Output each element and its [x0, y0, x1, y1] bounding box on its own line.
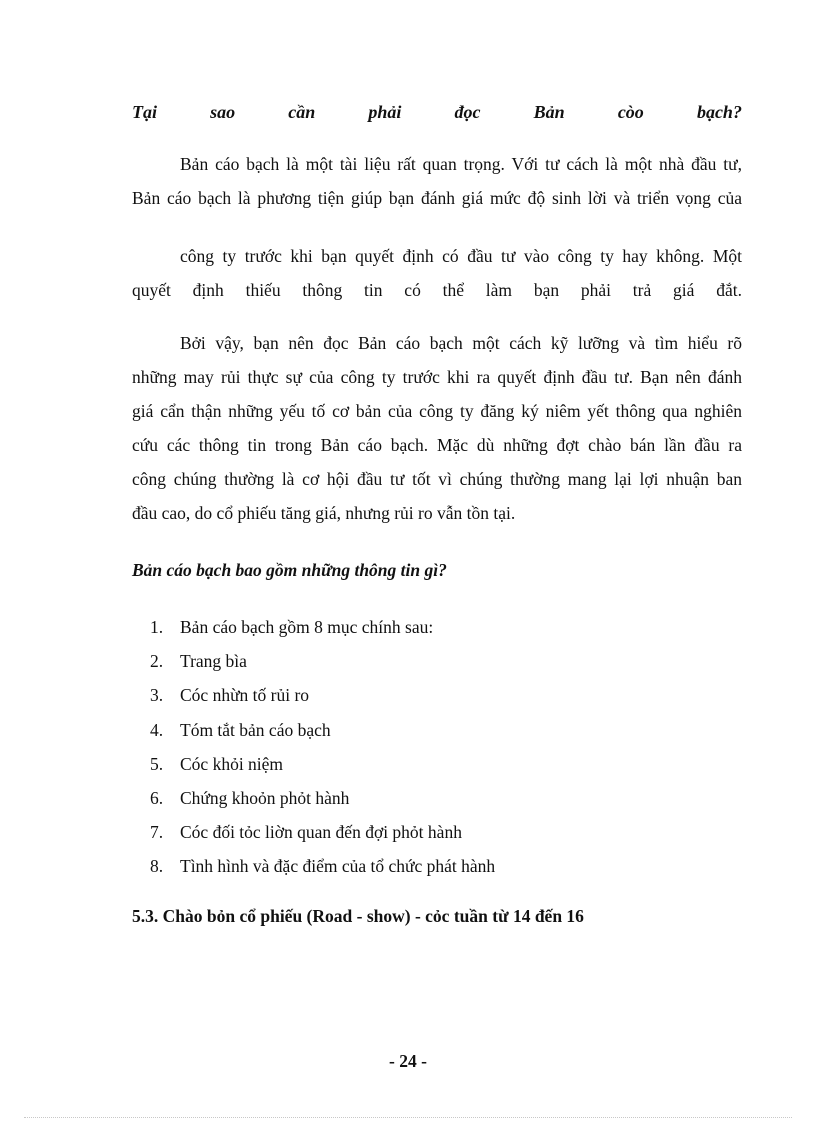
list-item-number: 4.	[150, 719, 164, 740]
section-heading-why-read	[132, 99, 742, 125]
list-item-text: Chứng khoỏn phỏt hành	[180, 787, 350, 808]
paragraph-line: Bản cáo bạch là một tài liệu rất quan trọng. Với tư cách là một nhà đầu tư,	[180, 154, 742, 174]
list-item-text: Cóc đối tỏc liờn quan đến đợi phỏt hành	[180, 822, 462, 843]
list-item	[132, 678, 495, 712]
list-item	[132, 815, 495, 849]
heading-word: Tại	[132, 102, 157, 122]
paragraph-line: Bản cáo bạch là phương tiện giúp bạn đánh giá mức độ sinh lời và triển vọng của	[132, 188, 742, 208]
paragraph-line: công ty trước khi bạn quyết định có đầu tư vào công ty hay không. Một	[180, 246, 742, 266]
paragraph-line: những may rủi thực sự của công ty trước khi ra quyết định đầu tư. Bạn nên đánh	[132, 367, 742, 387]
list-item	[132, 849, 495, 883]
list-item-text: Trang bìa	[180, 651, 247, 672]
paragraph-line: cứu các thông tin trong Bản cáo bạch. Mặc dù những đợt chào bán lần đầu ra	[132, 435, 742, 455]
contents-list	[132, 610, 495, 884]
paragraph-line: Bởi vậy, bạn nên đọc Bản cáo bạch một cách kỹ lưỡng và tìm hiểu rõ	[180, 333, 742, 353]
list-item-number: 2.	[150, 651, 164, 672]
list-item	[132, 644, 495, 678]
section-title-roadshow: 5.3. Chào bỏn cổ phiếu (Road - show) - cỏc tuần từ 14 đến 16	[132, 906, 584, 926]
list-item-number: 8.	[150, 856, 164, 877]
list-item	[132, 610, 495, 644]
list-item-text: Tóm tắt bản cáo bạch	[180, 719, 331, 740]
list-item	[132, 713, 495, 747]
paragraph-line: quyết định thiếu thông tin có thể làm bạn phải trả giá đắt.	[132, 280, 742, 300]
heading-word: còo	[617, 102, 644, 122]
heading-word: cần	[288, 102, 316, 122]
list-item-number: 7.	[150, 822, 164, 843]
heading-word: đọc	[454, 102, 481, 122]
subheading-contents: Bản cáo bạch bao gồm những thông tin gì?	[132, 560, 447, 580]
paragraph-line: công chúng thường là cơ hội đầu tư tốt vì chúng thường mang lại lợi nhuận ban	[132, 469, 742, 489]
heading-word: phải	[368, 102, 402, 122]
list-item-text: Cóc nhừn tố rủi ro	[180, 685, 310, 706]
paragraph-intro	[132, 147, 742, 215]
footer-divider	[24, 1117, 792, 1118]
page-number: - 24 -	[389, 1051, 427, 1071]
list-item-text: Tình hình và đặc điểm của tổ chức phát hành	[180, 856, 496, 877]
list-item	[132, 781, 495, 815]
heading-word: sao	[210, 102, 236, 122]
list-item-number: 1.	[150, 617, 164, 637]
paragraph-line: giá cẩn thận những yếu tố cơ bản của công ty đăng ký niêm yết thông qua nghiên	[132, 401, 742, 421]
list-item-number: 5.	[150, 753, 164, 774]
list-item-number: 6.	[150, 787, 164, 808]
paragraph-advice	[132, 326, 742, 530]
list-item-text: Cóc khỏi niệm	[180, 753, 284, 774]
paragraph-line: đầu cao, do cổ phiếu tăng giá, nhưng rủi ro vẫn tồn tại.	[132, 503, 516, 523]
list-item-text: Bản cáo bạch gồm 8 mục chính sau:	[180, 617, 434, 637]
paragraph-intro-continued	[132, 239, 742, 307]
heading-word: bạch?	[696, 102, 742, 122]
list-item	[132, 747, 495, 781]
heading-word: Bản	[533, 102, 565, 122]
list-item-number: 3.	[150, 685, 164, 706]
